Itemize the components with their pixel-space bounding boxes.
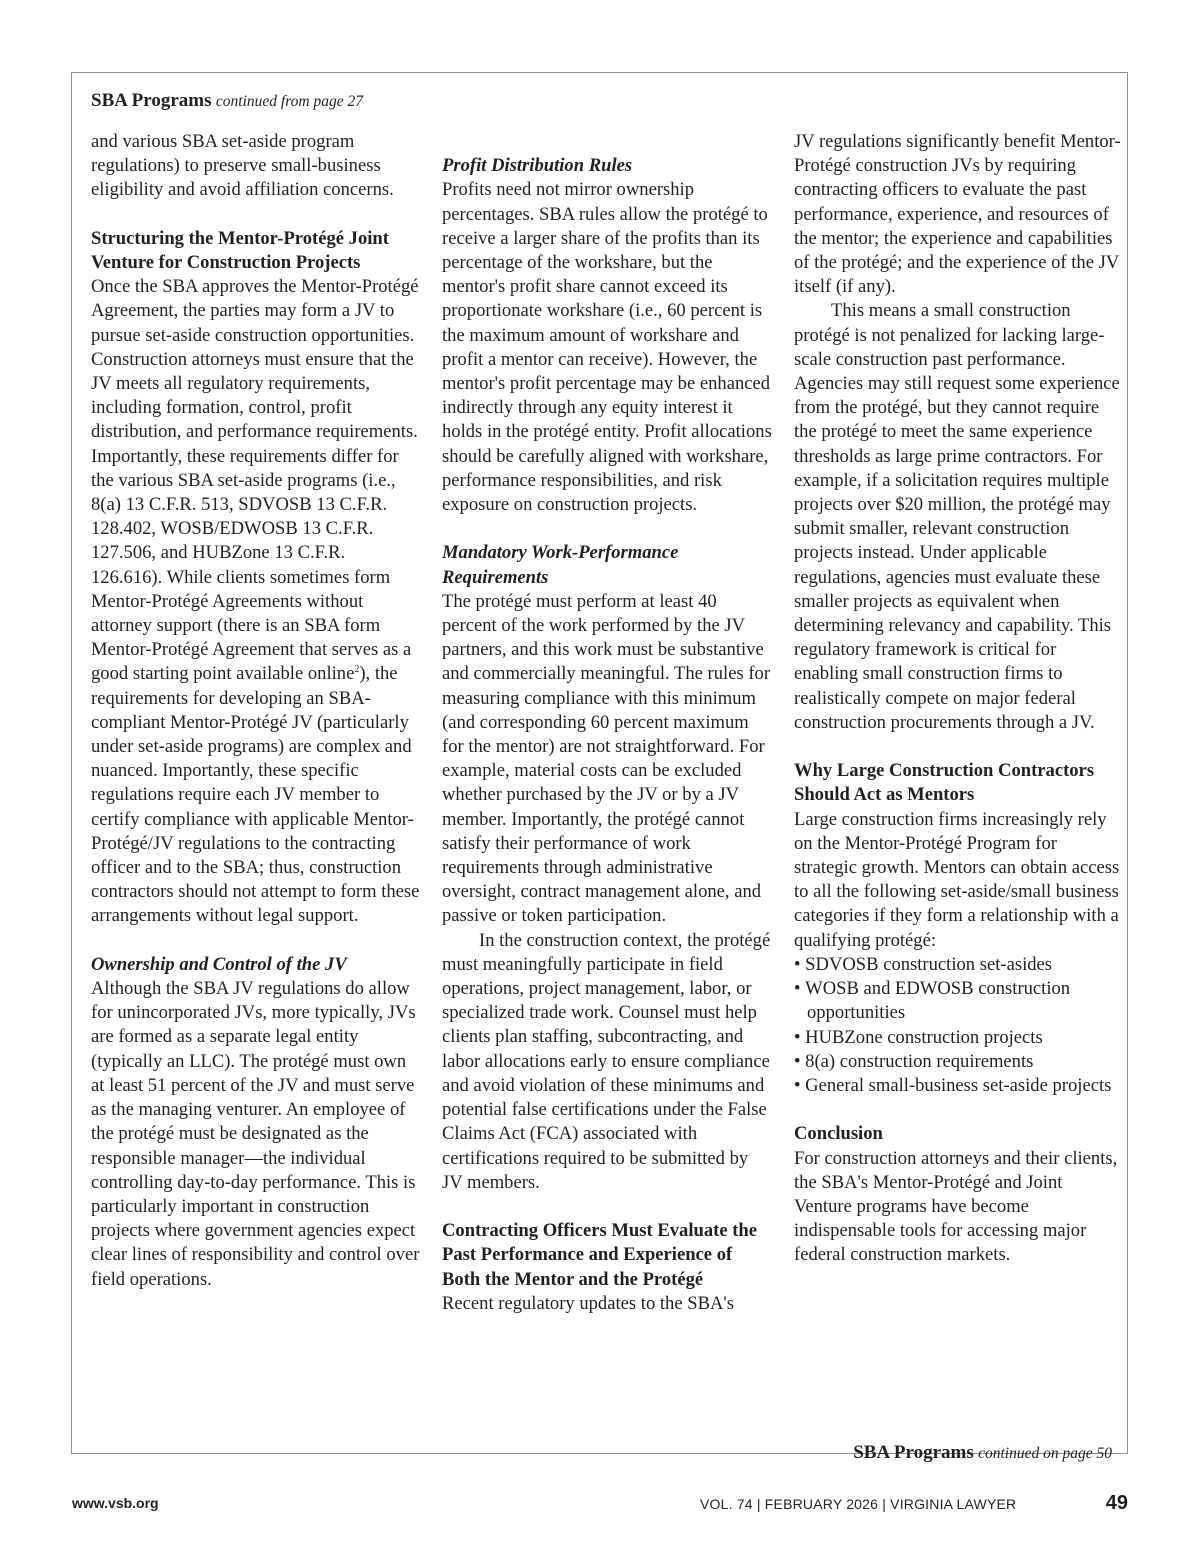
footer-issue: VOL. 74 | FEBRUARY 2026 | VIRGINIA LAWYER — [700, 1496, 1017, 1512]
footer-website: www.vsb.org — [72, 1495, 159, 1511]
col1-paragraph-1: and various SBA set-aside program regulations) to preserve small-business eligibility and avoid affiliation concerns. — [91, 131, 394, 201]
col2-heading-work-performance: Mandatory Work-Performance Requirements — [442, 542, 679, 588]
col2-heading-contracting: Contracting Officers Must Evaluate the Past Performance and Experience of Both the Mentor and the Protégé — [442, 1220, 758, 1290]
col1-heading-ownership: Ownership and Control of the JV — [91, 953, 347, 975]
col2-paragraph-2: The protégé must perform at least 40 percent of the work performed by the JV partners, and this work must be substantive and commercially meaningful. The rules for measuring compliance with this minimum (and corresponding 60 percent maximum for the mentor) are not straightforward. For example, material costs can be excluded whether purchased by the JV or by a JV member. Importantly, the protégé cannot satisfy their performance of work requirements through administrative oversight, contract management alone, and passive or token participation. — [442, 590, 771, 927]
col3-paragraph-4: For construction attorneys and their clients, the SBA's Mentor-Protégé and Joint Venture programs have become indispensable tools for accessing major federal construction markets. — [794, 1147, 1118, 1266]
col2-paragraph-4: Recent regulatory updates to the SBA's — [442, 1292, 735, 1314]
col3-heading-mentors: Why Large Construction Contractors Should Act as Mentors — [794, 760, 1095, 806]
page-number: 49 — [1105, 1492, 1128, 1514]
column-1 — [91, 130, 421, 1292]
col1-heading-structuring: Structuring the Mentor-Protégé Joint Venture for Construction Projects — [91, 227, 389, 273]
continuation-title: SBA Programs — [853, 1442, 974, 1463]
col2-heading-profit: Profit Distribution Rules — [442, 155, 633, 177]
col3-heading-conclusion: Conclusion — [794, 1123, 883, 1145]
running-header — [91, 88, 363, 114]
bullet-item: • HUBZone construction projects — [794, 1026, 1124, 1050]
header-continued: continued from page 27 — [215, 93, 363, 110]
col3-paragraph-1: JV regulations significantly benefit Mentor-Protégé construction JVs by requiring contracting officers to evaluate the past performance, experience, and resources of the mentor; the experience and capabilities of the protégé; and the experience of the JV itself (if any). — [794, 131, 1121, 298]
col3-paragraph-2: This means a small construction protégé is not penalized for lacking large-scale construction past performance. Agencies may still request some experience from the protégé, but they cannot require the protégé to meet the same experience thresholds as large prime contractors. For example, if a solicitation requires multiple projects over $20 million, the protégé may submit smaller, relevant construction projects instead. Under applicable regulations, agencies must evaluate these smaller projects as equivalent when determining relevancy and capability. This regulatory framework is critical for enabling small construction firms to realistically compete on major federal construction procurements through a JV. — [794, 300, 1120, 733]
bullet-item: • General small-business set-aside projects — [794, 1074, 1124, 1098]
col1-paragraph-3: Although the SBA JV regulations do allow for unincorporated JVs, more typically, JVs are formed as a separate legal entity (typically an LLC). The protégé must own at least 51 percent of the JV and must serve as the managing venturer. An employee of the protégé must be designated as the responsible manager—the individual controlling day-to-day performance. This is particularly important in construction projects where government agencies expect clear lines of responsibility and control over field operations. — [91, 978, 420, 1290]
continuation-note — [794, 1440, 1112, 1466]
column-3 — [794, 130, 1124, 1268]
col3-paragraph-3: Large construction firms increasingly rely on the Mentor-Protégé Program for strategic growth. Mentors can obtain access to all the following set-aside/small business categories if they form a relationship with a qualifying protégé: — [794, 808, 1120, 951]
bullet-item: • WOSB and EDWOSB construction opportunities — [794, 977, 1124, 1025]
bullet-item: • 8(a) construction requirements — [794, 1050, 1124, 1074]
header-title: SBA Programs — [91, 90, 212, 111]
col1-paragraph-2: Once the SBA approves the Mentor-Protégé Agreement, the parties may form a JV to pursue set-aside construction opportunities. Construction attorneys must ensure that the JV meets all regulatory requirements, including formation, control, profit distribution, and performance requirements. Importantly, these requirements differ for the various SBA set-aside programs (i.e., 8(a) 13 C.F.R. 513, SDVOSB 13 C.F.R. 128.402, WOSB/EDWOSB 13 C.F.R. 127.506, and HUBZone 13 C.F.R. 126.616). While clients sometimes form Mentor-Protégé Agreements without attorney support (there is an SBA form Mentor-Protégé Agreement that serves as a good starting point available online$^2$), the requirements for developing an SBA-compliant Mentor-Protégé JV (particularly under set-aside programs) are complex and nuanced. Importantly, these specific regulations require each JV member to certify compliance with applicable Mentor-Protégé/JV regulations to the contracting officer and to the SBA; thus, construction contractors should not attempt to form these arrangements without legal support. — [91, 276, 420, 927]
continuation-text: continued on page 50 — [978, 1445, 1112, 1462]
col2-paragraph-1: Profits need not mirror ownership percentages. SBA rules allow the protégé to receive a larger share of the profits than its percentage of the workshare, but the mentor's profit share cannot exceed its proportionate workshare (i.e., 60 percent is the maximum amount of workshare and profit a mentor can receive). However, the mentor's profit percentage may be enhanced indirectly through any equity interest it holds in the protégé entity. Profit allocations should be carefully aligned with workshare, performance responsibilities, and risk exposure on construction projects. — [442, 179, 772, 516]
column-2 — [442, 130, 772, 1316]
bullet-item: • SDVOSB construction set-asides — [794, 953, 1124, 977]
col2-paragraph-3: In the construction context, the protégé must meaningfully participate in field operations, project management, labor, or specialized trade work. Counsel must help clients plan staffing, subcontracting, and labor allocations early to ensure compliance and avoid violation of these minimums and potential false certifications under the False Claims Act (FCA) associated with certifications required to be submitted by JV members. — [442, 929, 771, 1193]
